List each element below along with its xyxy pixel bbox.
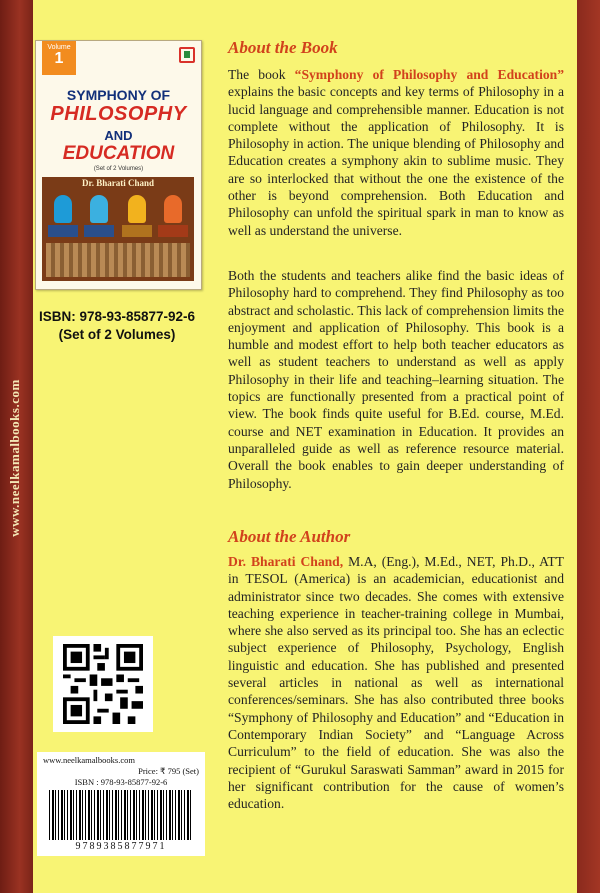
barcode-icon [49,790,193,840]
barcode-price: Price: ₹ 795 (Set) [138,766,199,776]
p1-rest: explains the basic concepts and key terms of Philosophy in a lucid language and comprehensible manner. Education is not complete without the application of Philosophy. It is Philosophy in action. The unique blending of Philosophy and Education creates a symphony akin to sublime music. They are so interlocked that without the one the existence of the other is beyond comprehension. Both Education and Philosophy can unfold the spiritual spark in man to know as well as understand the universe. [228,84,564,238]
thumb-illustration [42,177,194,281]
barcode-isbn: ISBN : 978-93-85877-92-6 [74,777,168,787]
volume-badge [42,41,76,75]
thumb-author: Dr. Bharati Chand [82,178,154,188]
cover-thumbnail [35,40,202,290]
panel-block [84,225,114,237]
relief-image [46,243,190,277]
thumb-title-line4: EDUCATION [62,143,175,164]
author-bio: M.A, (Eng.), M.Ed., NET, Ph.D., ATT in TESOL (America) is an academician, educationist and administrator since two decades. She comes with extensive teaching experience in teacher-training college in Mumbai, where she also served as its principal too. She has an eclectic subject experience of Philosophy, Psychology, English linguistic and education. She has published and presented several articles in national as well as international conferences/seminars. She has also contributed three books “Symphony of Philosophy and Education” and “Education in Contemporary Indian Society” and “Language Across Curriculum” to the field of education. She was also the recipient of “Gurukul Saraswati Samman” award in 2015 for her significant contribution for the cause of women’s education. [228,554,564,812]
about-book-paragraph-1 [228,66,564,239]
panel-block [122,225,152,237]
figure-icon [164,195,182,223]
figure-icon [128,195,146,223]
thumb-title-line3: AND [104,128,133,143]
qr-code-icon [63,644,143,724]
figure-icon [54,195,72,223]
figure-icon [90,195,108,223]
isbn-number: ISBN: 978-93-85877-92-6 [38,309,196,324]
cover-edge [577,0,600,893]
isbn-block [33,308,201,344]
barcode-box [37,752,205,856]
publisher-logo-icon [179,47,195,63]
about-author-heading: About the Author [228,527,351,546]
about-author-paragraph [228,553,564,812]
panel-block [158,225,188,237]
volume-label: Volume [47,44,71,51]
about-book-paragraph-2: Both the students and teachers alike find the basic ideas of Philosophy hard to comprehend. They find Philosophy as too abstract and scholastic. This lack of comprehension limits the enjoyment and application of Philosophy. This book is a humble and modest effort to help both teacher educators as well as student teachers to understand as well as apply Philosophy in their life and teaching–learning situation. The topics are functionally presented from a practical point of view. The book finds quite useful for B.Ed. course, M.Ed. course and NET examination in Education. It provides an unparalleled guide as well as reference resource material. Overall the book enables to gain deeper understanding of Philosophy. [228,268,564,491]
spine-url: www.neelkamalbooks.com [7,379,22,537]
thumb-title-line2: PHILOSOPHY [50,103,187,125]
thumb-title-line1: SYMPHONY OF [66,87,171,103]
barcode-number: 9789385877971 [75,841,167,852]
book-spine [0,0,33,893]
panel-block [48,225,78,237]
author-name: Dr. Bharati Chand, [228,554,344,569]
volume-number: 1 [54,50,64,67]
p1-intro: The book [228,67,295,82]
about-book-heading: About the Book [228,38,338,57]
qr-code-box [53,636,153,732]
p1-book-title: “Symphony of Philosophy and Education” [294,67,564,82]
isbn-set: (Set of 2 Volumes) [58,327,176,342]
barcode-url: www.neelkamalbooks.com [43,755,135,765]
thumb-set-note: (Set of 2 Volumes) [93,166,144,172]
